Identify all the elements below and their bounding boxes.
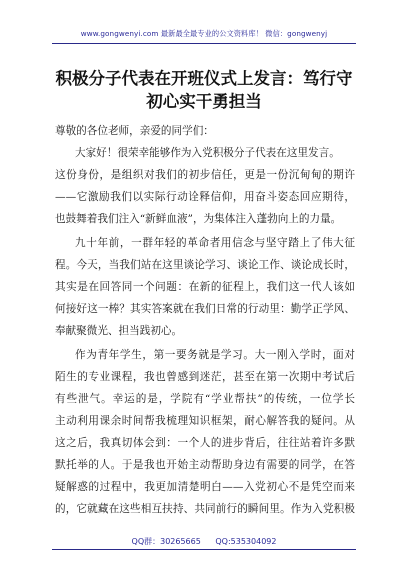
body-line: 何接好这一棒？其实答案就在我们日常的行动里：勤学正学风、 bbox=[55, 303, 355, 315]
body-line: 陌生的专业课程，我也曾感到迷茫，甚至在第一次期中考试后 bbox=[55, 371, 355, 383]
document-title bbox=[34, 67, 374, 113]
body-line: 这份身份，是组织对我们的初步信任，更是一份沉甸甸的期许 bbox=[55, 169, 355, 181]
body-line: 程。今天，当我们站在这里谈论学习、谈论工作、谈论成长时， bbox=[55, 259, 355, 271]
page-footer bbox=[0, 536, 408, 547]
page-header bbox=[52, 28, 356, 44]
title-line-1: 积极分子代表在开班仪式上发言：笃行守 bbox=[55, 69, 353, 88]
body-line: 其实是在回答同一个问题：在新的征程上，我们这一代人该如 bbox=[55, 281, 355, 293]
body-line: 疑解惑的过程中，我更加清楚明白——入党初心不是凭空而来 bbox=[55, 481, 355, 493]
footer-qq: QQ:535304092 bbox=[215, 537, 277, 546]
footer-qq-group: QQ群：30265665 bbox=[131, 537, 201, 546]
body-line: 作为青年学生，第一要务就是学习。大一刚入学时，面对 bbox=[75, 349, 355, 361]
body-line: 大家好！很荣幸能够作为入党积极分子代表在这里发言。 bbox=[75, 147, 340, 159]
footer-divider bbox=[52, 549, 356, 550]
body-line: 也鼓舞着我们注入“新鲜血液”，为集体注入蓬勃向上的力量。 bbox=[55, 213, 342, 225]
body-line: 的，它就藏在这些相互扶持、共同前行的瞬间里。作为入党积极 bbox=[55, 503, 355, 515]
body-line: 九十年前，一群年轻的革命者用信念与坚守踏上了伟大征 bbox=[75, 237, 355, 249]
body-line: 有些泄气。幸运的是，学院有“学业帮扶”的传统，一位学长 bbox=[55, 393, 355, 405]
title-line-2: 初心实干勇担当 bbox=[146, 92, 262, 111]
body-line: ——它激励我们以实际行动诠释信仰，用奋斗姿态回应期待， bbox=[55, 191, 355, 203]
body-line: 主动利用课余时间帮我梳理知识框架，耐心解答我的疑问。从 bbox=[55, 415, 355, 427]
body-line: 奉献聚微光、担当践初心。 bbox=[55, 325, 183, 337]
header-text: www.gongwenyi.com 最新最全最专业的公文资料库！ 微信：gongwenyj bbox=[80, 29, 328, 38]
body-line: 这之后，我真切体会到：一个人的进步背后，往往站着许多默 bbox=[55, 437, 355, 449]
body-line: 默托举的人。于是我也开始主动帮助身边有需要的同学，在答 bbox=[55, 459, 355, 471]
salutation: 尊敬的各位老师，亲爱的同学们： bbox=[55, 125, 214, 137]
